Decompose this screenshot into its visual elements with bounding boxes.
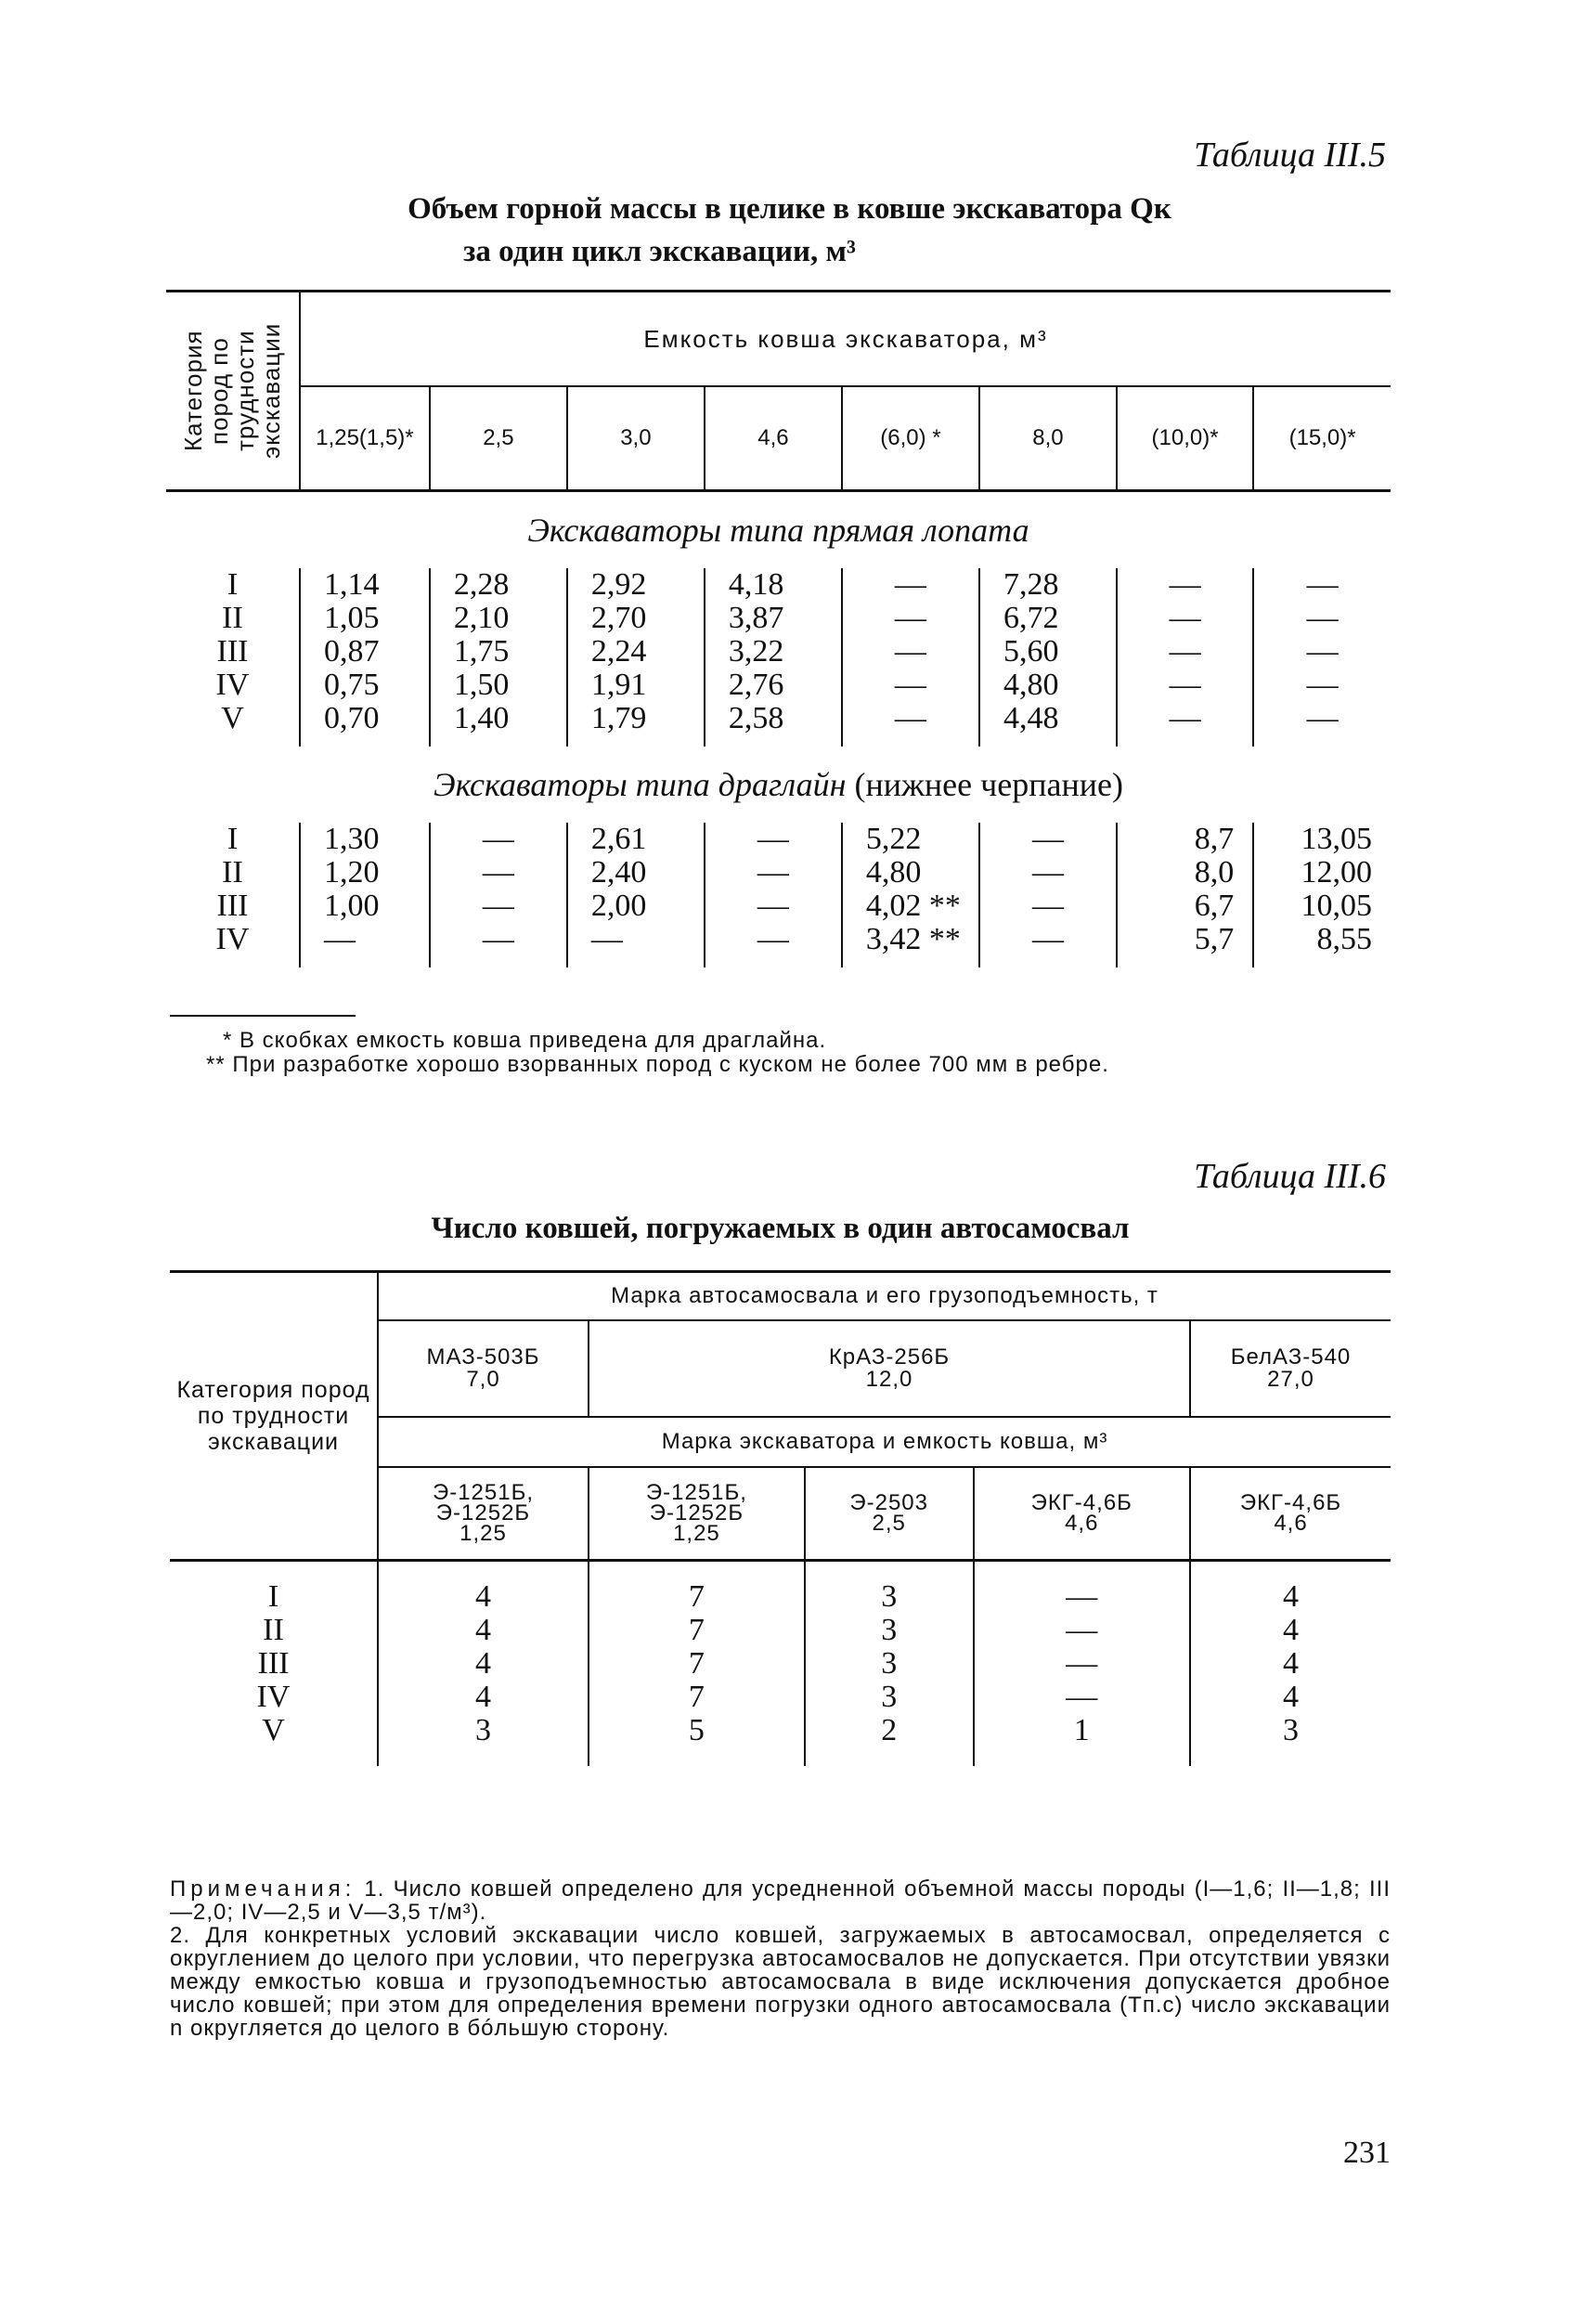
category-header: Категория пород по трудности экскавации bbox=[166, 292, 300, 491]
table-cell: 2,61 bbox=[567, 823, 705, 856]
table-cell: 2,10 bbox=[430, 602, 567, 635]
table-cell: 4,02 ** bbox=[842, 889, 979, 923]
row-category: III bbox=[170, 1647, 378, 1681]
row-category: IV bbox=[170, 1681, 378, 1714]
table-cell: 4,80 bbox=[979, 669, 1117, 702]
table-cell: 3,42 ** bbox=[842, 923, 979, 967]
table-cell: 0,75 bbox=[300, 669, 430, 702]
table-cell: — bbox=[430, 889, 567, 923]
capacity-col-5: 8,0 bbox=[979, 386, 1117, 491]
table-cell: 1,30 bbox=[300, 823, 430, 856]
table-cell: 2,58 bbox=[705, 702, 842, 747]
table-cell: — bbox=[705, 923, 842, 967]
table-cell: 3 bbox=[805, 1561, 974, 1615]
table-cell: 5 bbox=[589, 1714, 805, 1766]
table-cell: 1 bbox=[974, 1714, 1190, 1766]
table-row bbox=[166, 923, 1391, 967]
table-cell: 2,92 bbox=[567, 568, 705, 602]
footnote-divider bbox=[170, 1015, 356, 1017]
page-number: 231 bbox=[1343, 2136, 1391, 2170]
table-cell: — bbox=[1306, 601, 1339, 635]
table-cell: 1,75 bbox=[430, 635, 567, 669]
table-cell: 6,7 bbox=[1117, 889, 1253, 923]
table-cell: 12,00 bbox=[1301, 855, 1372, 889]
row-category: II bbox=[170, 1614, 378, 1647]
table-cell: 3 bbox=[1283, 1713, 1299, 1747]
table-title-line2: за один цикл экскавации, м³ bbox=[463, 235, 856, 268]
table-cell: 1,00 bbox=[300, 889, 430, 923]
capacity-header: Емкость ковша экскаватора, м³ bbox=[300, 292, 1391, 387]
table-cell: — bbox=[430, 923, 567, 967]
table-cell: 8,55 bbox=[1316, 922, 1372, 956]
table-cell: — bbox=[1306, 634, 1339, 669]
table-cell: 4,48 bbox=[979, 702, 1117, 747]
table-cell: 4,80 bbox=[842, 856, 979, 889]
table-cell: 2,28 bbox=[430, 568, 567, 602]
row-category: II bbox=[166, 856, 300, 889]
note-1: Примечания: 1. Число ковшей определено для усредненной объемной массы породы (I—1,6; II—1,8; III—2,0; IV—2,5 и V—3,5 т/м³). bbox=[170, 1876, 1391, 1925]
truck-header: Марка автосамосвала и его грузоподъемность, т bbox=[378, 1272, 1391, 1321]
table-cell: 4,18 bbox=[705, 568, 842, 602]
table-cell: 7 bbox=[589, 1681, 805, 1714]
table-cell: 4 bbox=[1283, 1613, 1299, 1647]
table-cell: 7,28 bbox=[979, 568, 1117, 602]
table-cell: — bbox=[979, 889, 1117, 923]
table-cell: — bbox=[1117, 669, 1253, 702]
truck-maz: МАЗ-503Б 7,0 bbox=[378, 1320, 589, 1417]
row-category: V bbox=[170, 1714, 378, 1766]
table-cell: — bbox=[974, 1561, 1190, 1615]
table-row bbox=[166, 856, 1391, 889]
table-cell: 7 bbox=[589, 1614, 805, 1647]
excavator-header: Марка экскаватора и емкость ковша, м³ bbox=[378, 1417, 1391, 1467]
table-cell: 7 bbox=[589, 1561, 805, 1615]
truck-kraz: КрАЗ-256Б 12,0 bbox=[589, 1320, 1190, 1417]
table-cell: — bbox=[974, 1647, 1190, 1681]
footnote-2: ** При разработке хорошо взорванных пород с куском не более 700 мм в ребре. bbox=[206, 1052, 1109, 1077]
capacity-col-3: 4,6 bbox=[705, 386, 842, 491]
table-row bbox=[170, 1647, 1391, 1681]
table-cell: 4 bbox=[1283, 1646, 1299, 1681]
table-cell: — bbox=[567, 923, 705, 967]
table-cell: 0,70 bbox=[300, 702, 430, 747]
table-row bbox=[166, 602, 1391, 635]
table-row bbox=[166, 889, 1391, 923]
table-cell: — bbox=[842, 669, 979, 702]
capacity-col-0: 1,25(1,5)* bbox=[300, 386, 430, 491]
table-cell: 4 bbox=[378, 1647, 589, 1681]
notes bbox=[170, 1877, 1391, 2040]
table-cell: 4 bbox=[378, 1561, 589, 1615]
table-cell: — bbox=[1117, 568, 1253, 602]
capacity-col-6: (10,0)* bbox=[1117, 386, 1253, 491]
section-title-dragline: Экскаваторы типа драглайн (нижнее черпание) bbox=[434, 766, 1123, 803]
table-row bbox=[170, 1561, 1391, 1615]
table-cell: 5,7 bbox=[1117, 923, 1253, 967]
table-cell: — bbox=[842, 702, 979, 747]
capacity-col-2: 3,0 bbox=[567, 386, 705, 491]
table-cell: — bbox=[974, 1681, 1190, 1714]
table-cell: 2 bbox=[805, 1714, 974, 1766]
row-category: IV bbox=[166, 669, 300, 702]
capacity-col-7: (15,0)* bbox=[1253, 386, 1391, 491]
table-cell: — bbox=[430, 856, 567, 889]
table-cell: — bbox=[979, 823, 1117, 856]
table-cell: — bbox=[1306, 701, 1339, 735]
table-cell: — bbox=[842, 635, 979, 669]
table-cell: — bbox=[705, 856, 842, 889]
capacity-col-4: (6,0) * bbox=[842, 386, 979, 491]
table-cell: 1,05 bbox=[300, 602, 430, 635]
table-cell: 3 bbox=[378, 1714, 589, 1766]
table-cell: 1,20 bbox=[300, 856, 430, 889]
table-cell: — bbox=[705, 889, 842, 923]
table-cell: 2,00 bbox=[567, 889, 705, 923]
table-title: Число ковшей, погружаемых в один автосамосвал bbox=[431, 1212, 1130, 1245]
table-title bbox=[0, 188, 1579, 273]
table-cell: 4 bbox=[378, 1614, 589, 1647]
table-cell: — bbox=[705, 823, 842, 856]
row-category: III bbox=[166, 635, 300, 669]
table-row bbox=[166, 823, 1391, 856]
table-cell: 2,40 bbox=[567, 856, 705, 889]
section-title-shovel: Экскаваторы типа прямая лопата bbox=[527, 512, 1029, 549]
table-cell: 3 bbox=[805, 1681, 974, 1714]
table-cell: — bbox=[1117, 702, 1253, 747]
table-cell: 13,05 bbox=[1301, 822, 1372, 856]
table-row bbox=[170, 1714, 1391, 1766]
table-cell: 3 bbox=[805, 1614, 974, 1647]
table-title-line1: Объем горной массы в целике в ковше экскаватора Qк bbox=[408, 192, 1171, 226]
table-cell: 4 bbox=[378, 1681, 589, 1714]
table-cell: — bbox=[979, 856, 1117, 889]
table-row bbox=[166, 669, 1391, 702]
table-row bbox=[166, 702, 1391, 747]
table-label: Таблица III.6 bbox=[1194, 1157, 1386, 1196]
footnote-1: * В скобках емкость ковша приведена для драглайна. bbox=[223, 1028, 827, 1053]
table-cell: 1,91 bbox=[567, 669, 705, 702]
row-category: I bbox=[166, 823, 300, 856]
table-cell: 5,22 bbox=[842, 823, 979, 856]
table-cell: 1,50 bbox=[430, 669, 567, 702]
row-category: IV bbox=[166, 923, 300, 967]
table-cell: 3 bbox=[805, 1647, 974, 1681]
table-cell: 8,7 bbox=[1117, 823, 1253, 856]
table-row bbox=[170, 1681, 1391, 1714]
table-cell: — bbox=[974, 1614, 1190, 1647]
table-cell: — bbox=[842, 568, 979, 602]
truck-belaz: БелАЗ-540 27,0 bbox=[1190, 1320, 1391, 1417]
table-cell: 1,79 bbox=[567, 702, 705, 747]
excavator-col-3: ЭКГ-4,6Б 4,6 bbox=[974, 1467, 1190, 1561]
table-cell: 8,0 bbox=[1117, 856, 1253, 889]
table-label: Таблица III.5 bbox=[1194, 136, 1386, 175]
table-cell: 6,72 bbox=[979, 602, 1117, 635]
capacity-col-1: 2,5 bbox=[430, 386, 567, 491]
table-cell: — bbox=[1117, 602, 1253, 635]
table-cell: 2,70 bbox=[567, 602, 705, 635]
table-cell: — bbox=[1306, 668, 1339, 702]
table-bucket-volume bbox=[166, 290, 1391, 967]
table-cell: 7 bbox=[589, 1647, 805, 1681]
table-cell: 10,05 bbox=[1301, 889, 1372, 923]
table-cell: 3,22 bbox=[705, 635, 842, 669]
table-cell: — bbox=[1306, 567, 1339, 602]
table-cell: 5,60 bbox=[979, 635, 1117, 669]
table-cell: 2,24 bbox=[567, 635, 705, 669]
table-cell: 4 bbox=[1283, 1579, 1299, 1614]
table-cell: — bbox=[300, 923, 430, 967]
table-row bbox=[170, 1614, 1391, 1647]
excavator-col-4: ЭКГ-4,6Б 4,6 bbox=[1190, 1467, 1391, 1561]
table-row bbox=[166, 568, 1391, 602]
table-cell: 1,14 bbox=[300, 568, 430, 602]
excavator-col-0: Э-1251Б, Э-1252Б 1,25 bbox=[378, 1467, 589, 1561]
row-category: I bbox=[170, 1561, 378, 1615]
table-cell: 4 bbox=[1283, 1680, 1299, 1714]
table-row bbox=[166, 635, 1391, 669]
table-cell: — bbox=[1117, 635, 1253, 669]
note-2: 2. Для конкретных условий экскавации число ковшей, загружаемых в автосамосвал, определяется с округлением до целого при условии, что перегрузка автосамосвалов не допускается. При отсутствии увязки между емкостью ковша и грузоподъемностью автосамосвала в виде исключения допускается дробное число ковшей; при этом для определения времени погрузки одного автосамосвала (Tп.с) число экскавации n округляется до целого в бóльшую сторону. bbox=[170, 1923, 1391, 2041]
table-cell: 0,87 bbox=[300, 635, 430, 669]
table-cell: 2,76 bbox=[705, 669, 842, 702]
table-cell: 1,40 bbox=[430, 702, 567, 747]
table-buckets-per-truck bbox=[170, 1270, 1391, 1766]
row-category: III bbox=[166, 889, 300, 923]
row-category: V bbox=[166, 702, 300, 747]
table-cell: 3,87 bbox=[705, 602, 842, 635]
excavator-col-2: Э-2503 2,5 bbox=[805, 1467, 974, 1561]
excavator-col-1: Э-1251Б, Э-1252Б 1,25 bbox=[589, 1467, 805, 1561]
row-category: II bbox=[166, 602, 300, 635]
row-category: I bbox=[166, 568, 300, 602]
table-cell: — bbox=[430, 823, 567, 856]
table-cell: — bbox=[979, 923, 1117, 967]
table-cell: — bbox=[842, 602, 979, 635]
category-header: Категория пород по трудности экскавации bbox=[170, 1272, 378, 1561]
